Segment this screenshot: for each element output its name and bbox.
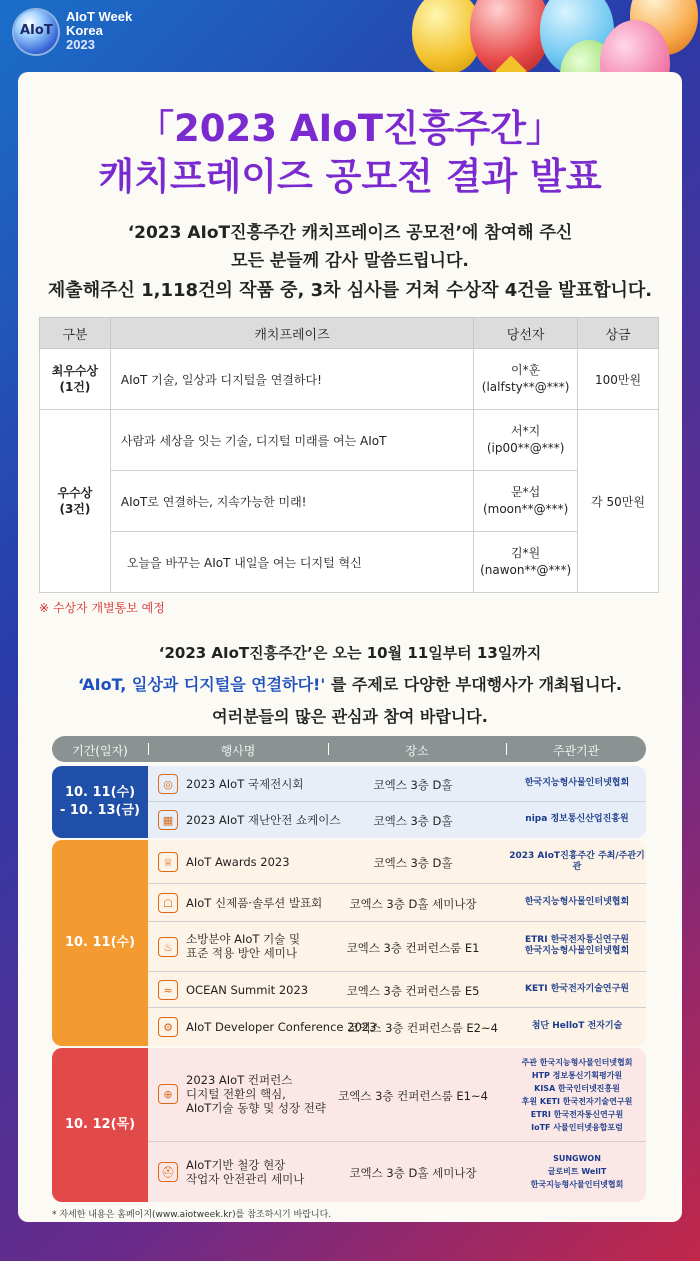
fire-icon: ♨: [158, 937, 178, 957]
event-name: AIoT Developer Conference 2023: [186, 1020, 377, 1034]
catchphrase: AIoT로 연결하는, 지속가능한 미래!: [110, 471, 473, 532]
event-organizer: SUNGWON 글로비트 WellT 한국지능형사물인터넷협회: [530, 1154, 624, 1189]
event-organizer: 주관 한국지능형사물인터넷협회 HTP 정보통신기획평가원 KISA 한국인터넷진흥원 후원 KETI 한국전자기술연구원 ETRI 한국전자통신연구원 IoTF 사물인터넷융합포럼: [521, 1058, 633, 1132]
globe-logo-icon: AIoT: [14, 10, 58, 54]
event-place: 코엑스 3층 D홀: [373, 778, 453, 792]
aiot-week-logo[interactable]: [14, 8, 174, 58]
event-organizer: nipa 정보통신산업진흥원: [525, 814, 629, 824]
table-row: [148, 884, 646, 922]
table-row: [148, 1142, 646, 1202]
event-name: AIoT Awards 2023: [186, 855, 290, 869]
event-intro-text: 여러분들의 많은 관심과 참여 바랍니다.: [212, 707, 488, 726]
award-category: 최우수상 (1건): [40, 349, 111, 410]
column-header: 당선자: [474, 318, 578, 349]
results-table: [39, 317, 659, 593]
winner: 김*원 (nawon**@***): [474, 532, 578, 593]
table-row: [148, 802, 646, 838]
table-row: [40, 349, 659, 410]
schedule-block-oct11: [52, 840, 646, 1046]
event-theme: ‘AIoT, 일상과 디지털을 연결하다!': [78, 675, 326, 694]
event-place: 코엑스 3층 컨퍼런스룸 E2~4: [348, 1021, 498, 1035]
event-organizer: ETRI 한국전자통신연구원 한국지능형사물인터넷협회: [524, 935, 630, 956]
globe-icon: ◎: [158, 774, 178, 794]
column-header: 캐치프레이즈: [110, 318, 473, 349]
table-row: [40, 410, 659, 471]
event-organizer: 2023 AIoT진흥주간 주최/주관기관: [509, 851, 645, 872]
column-header: 상금: [578, 318, 659, 349]
event-name: AIoT 신제품·솔루션 발표회: [186, 896, 323, 910]
event-place: 코엑스 3층 D홀 세미나장: [349, 897, 477, 911]
page-title: 「2023 AIoT진흥주간」: [137, 107, 563, 150]
table-row: [148, 766, 646, 802]
announcement-card: [18, 72, 682, 1222]
event-place: 코엑스 3층 컨퍼런스룸 E1: [346, 941, 480, 955]
event-organizer: 첨단 HelloT 전자기술: [531, 1021, 623, 1031]
event-place: 코엑스 3층 D홀 세미나장: [349, 1166, 477, 1180]
prize: 100만원: [578, 349, 659, 410]
event-name: 2023 AIoT 재난안전 쇼케이스: [186, 813, 341, 827]
building-icon: ▦: [158, 810, 178, 830]
table-row: [40, 532, 659, 593]
schedule-header: [52, 736, 646, 762]
column-header: 장소: [405, 744, 429, 758]
footnote: * 자세한 내용은 홈페이지(www.aiotweek.kr)를 참조하시기 바랍니다.: [52, 1210, 332, 1220]
logo-text: AIoT Week Korea 2023: [66, 9, 133, 52]
event-place: 코엑스 3층 D홀: [373, 814, 453, 828]
event-place: 코엑스 3층 컨퍼런스룸 E5: [346, 984, 480, 998]
network-icon: ⊕: [158, 1084, 178, 1104]
catchphrase: AIoT 기술, 일상과 디지털을 연결하다!: [110, 349, 473, 410]
schedule-block-oct11-13: [52, 766, 646, 838]
code-icon: ⚙: [158, 1017, 178, 1037]
catchphrase: 오늘을 바꾸는 AIoT 내일을 여는 디지털 혁신: [110, 532, 473, 593]
column-header: 주관기관: [552, 744, 600, 758]
catchphrase: 사람과 세상을 잇는 기술, 디지털 미래를 여는 AIoT: [110, 410, 473, 471]
event-name: AIoT기반 철강 현장 작업자 안전관리 세미나: [186, 1158, 305, 1186]
table-row: [148, 972, 646, 1008]
award-category: 우수상 (3건): [40, 410, 111, 593]
event-name: 2023 AIoT 컨퍼런스 디지털 전환의 핵심, AIoT기술 동향 및 성장 전략: [186, 1073, 326, 1115]
event-organizer: 한국지능형사물인터넷협회: [524, 897, 630, 907]
schedule-block-oct12: [52, 1048, 646, 1202]
event-name: 소방분야 AIoT 기술 및 표준 적용 방안 세미나: [186, 932, 301, 960]
intro-text: 제출해주신 1,118건의 작품 중, 3차 심사를 거쳐 수상작 4건을 발표합니다.: [47, 280, 653, 301]
page-subtitle: 캐치프레이즈 공모전 결과 발표: [98, 155, 602, 198]
winner: 문*섭 (moon**@***): [474, 471, 578, 532]
column-header: 기간(일자): [72, 744, 128, 758]
event-organizer: 한국지능형사물인터넷협회: [524, 778, 630, 788]
table-row: [148, 1048, 646, 1142]
intro-text: ‘2023 AIoT진흥주간 캐치프레이즈 공모전’에 참여해 주신: [127, 223, 573, 243]
schedule-date: 10. 11(수) - 10. 13(금): [52, 766, 148, 838]
winner-notice: ※ 수상자 개별통보 예정: [39, 601, 165, 615]
event-intro-text: ‘AIoT, 일상과 디지털을 연결하다!' 를 주제로 다양한 부대행사가 개최됩니다.: [78, 675, 622, 694]
table-row: [148, 840, 646, 884]
table-row: [148, 922, 646, 972]
table-row: [148, 1008, 646, 1046]
column-header: 구분: [40, 318, 111, 349]
event-schedule: [52, 736, 646, 1189]
safety-icon: ⛑: [158, 1162, 178, 1182]
event-intro-text: ‘2023 AIoT진흥주간’은 오는 10월 11일부터 13일까지: [158, 644, 542, 662]
schedule-date: 10. 11(수): [52, 840, 148, 1046]
wave-icon: ≈: [158, 980, 178, 1000]
winner: 이*훈 (lalfsty**@***): [474, 349, 578, 410]
table-row: [40, 471, 659, 532]
presentation-icon: ☖: [158, 893, 178, 913]
trophy-icon: ♕: [158, 852, 178, 872]
intro-text: 모든 분들께 감사 말씀드립니다.: [231, 251, 469, 271]
event-place: 코엑스 3층 컨퍼런스룸 E1~4: [338, 1089, 488, 1103]
schedule-date: 10. 12(목): [52, 1048, 148, 1202]
event-name: 2023 AIoT 국제전시회: [186, 777, 304, 791]
prize: 각 50만원: [578, 410, 659, 593]
event-name: OCEAN Summit 2023: [186, 983, 309, 997]
column-header: 행사명: [220, 744, 256, 758]
event-organizer: KETI 한국전자기술연구원: [525, 984, 629, 994]
top-banner: [0, 0, 700, 70]
winner: 서*지 (ip00**@***): [474, 410, 578, 471]
event-place: 코엑스 3층 D홀: [373, 856, 453, 870]
